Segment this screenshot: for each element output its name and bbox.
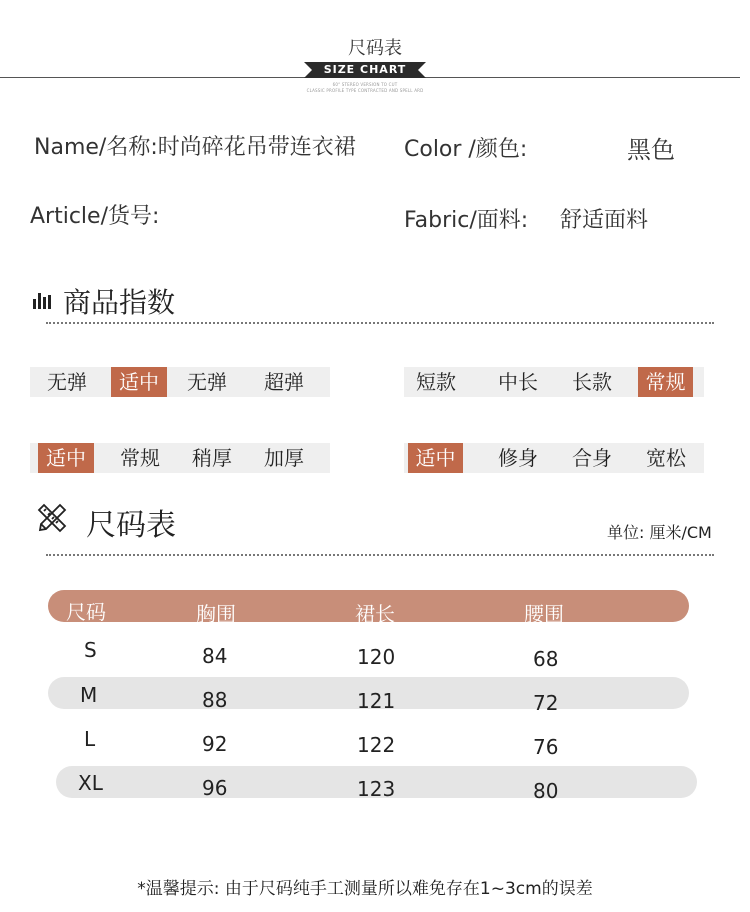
size-section-title: 尺码表	[86, 508, 176, 543]
index-option: 常规	[638, 367, 693, 397]
index-option: 超弹	[264, 370, 304, 394]
bust-cell: 92	[202, 732, 228, 756]
length-cell: 120	[357, 645, 396, 669]
col-header-length: 裙长	[355, 602, 395, 626]
index-option: 适中	[408, 443, 463, 473]
index-option: 宽松	[646, 446, 686, 470]
col-header-bust: 胸围	[196, 602, 236, 626]
index-option: 常规	[120, 446, 160, 470]
page-title: 尺码表	[348, 38, 402, 59]
size-chart-banner	[304, 62, 426, 78]
measurement-note: *温馨提示: 由于尺码纯手工测量所以难免存在1~3cm的误差	[137, 879, 593, 899]
length-cell: 123	[357, 777, 396, 801]
color-value: 黑色	[627, 136, 675, 164]
bust-cell: 84	[202, 644, 228, 668]
size-dotted-divider	[46, 554, 714, 556]
index-option: 无弹	[187, 370, 227, 394]
waist-cell: 80	[533, 779, 559, 803]
col-header-size: 尺码	[66, 600, 106, 624]
waist-cell: 72	[533, 691, 559, 715]
index-option: 中长	[498, 370, 538, 394]
index-option: 适中	[111, 367, 167, 397]
elasticity-bar	[30, 367, 330, 397]
color-label: Color /颜色:	[404, 137, 528, 162]
index-option: 适中	[38, 443, 94, 473]
bar-chart-icon	[33, 291, 51, 309]
article-label: Article/货号:	[30, 204, 160, 229]
size-cell: M	[80, 683, 98, 707]
index-dotted-divider	[46, 322, 714, 324]
thickness-bar	[30, 443, 330, 473]
length-bar	[404, 367, 704, 397]
index-option: 稍厚	[192, 446, 232, 470]
fabric-label: Fabric/面料:	[404, 208, 529, 233]
index-option: 无弹	[47, 370, 87, 394]
product-name: Name/名称:时尚碎花吊带连衣裙	[34, 135, 356, 160]
banner-subtext-1: 60° STEREO VERSION TO CUT	[332, 82, 398, 87]
unit-label: 单位: 厘米/CM	[607, 523, 712, 542]
size-cell: XL	[78, 771, 103, 795]
size-cell: L	[84, 727, 96, 751]
index-option: 加厚	[264, 446, 304, 470]
size-chart-banner-text: SIZE CHART	[323, 63, 407, 76]
index-section-title: 商品指数	[63, 286, 176, 319]
waist-cell: 68	[533, 647, 559, 671]
fabric-value: 舒适面料	[560, 208, 649, 233]
length-cell: 122	[357, 733, 396, 757]
waist-cell: 76	[533, 735, 559, 759]
banner-subtext-2: CLASSIC PROFILE TYPE CONTRACTED AND SPELL ARD	[306, 88, 424, 93]
col-header-waist: 腰围	[524, 602, 564, 626]
index-option: 长款	[572, 370, 612, 394]
size-cell: S	[84, 638, 97, 662]
ruler-pencil-icon	[36, 502, 68, 534]
index-option: 修身	[498, 446, 538, 470]
fit-bar	[404, 443, 704, 473]
length-cell: 121	[357, 689, 396, 713]
index-option: 合身	[572, 446, 612, 470]
bust-cell: 88	[202, 688, 228, 712]
index-option: 短款	[416, 370, 456, 394]
bust-cell: 96	[202, 776, 228, 800]
